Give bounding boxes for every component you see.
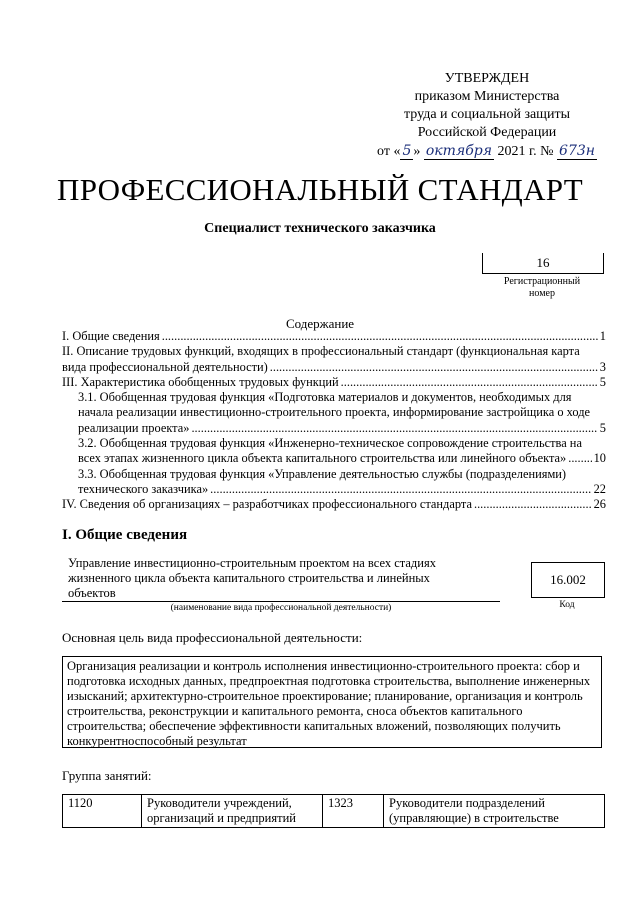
registration-label-2: номер [529, 288, 555, 299]
toc-item-text: всех этапах жизненного цикла объекта капитального строительства или линейного объекта» [78, 451, 567, 466]
toc-item[interactable] [62, 375, 606, 390]
toc-item-text: реализации проекта» [78, 420, 190, 435]
toc-item-text: начала реализации инвестиционно-строительного проекта, информирование застройщика о ходе [78, 405, 591, 420]
table-row [63, 795, 605, 828]
document-subtitle: Специалист технического заказчика [204, 221, 436, 236]
toc-item[interactable] [62, 344, 606, 375]
table-of-contents [62, 329, 606, 513]
registration-label-1: Регистрационный [503, 276, 581, 287]
date-day-close: » [413, 144, 421, 159]
registration-number-box: 16 [482, 253, 604, 274]
toc-item-text: 3.3. Обобщенная трудовая функция «Управление деятельностью службы (подразделениями) [78, 466, 567, 481]
occupations-table [62, 794, 605, 828]
document-title: ПРОФЕССИОНАЛЬНЫЙ СТАНДАРТ [57, 172, 583, 207]
toc-item-text: 3.1. Обобщенная трудовая функция «Подготовка материалов и документов, необходимых для [78, 390, 572, 405]
toc-item-page: 10 [593, 451, 606, 466]
activity-code-box: 16.002 [531, 562, 605, 598]
occupation-code: 1120 [63, 795, 142, 828]
toc-item-page: 1 [599, 329, 606, 343]
toc-item-text: I. Общие сведения [62, 329, 160, 343]
activity-code-caption: Код [559, 600, 575, 610]
toc-item[interactable] [62, 436, 606, 467]
contents-heading: Содержание [285, 316, 355, 331]
toc-item[interactable] [62, 390, 606, 436]
toc-item-text: технического заказчика» [78, 481, 209, 496]
toc-item-text: 3.2. Обобщенная трудовая функция «Инженерно-техническое сопровождение строительства на [78, 436, 582, 451]
activity-name: Управление инвестиционно-строительным проектом на всех стадиях жизненного цикла объекта капитального строительства и линейных объектов [68, 556, 436, 600]
occupation-code: 1323 [323, 795, 384, 828]
approval-line-3: труда и социальной защиты [404, 107, 570, 122]
toc-item-text: III. Характеристика обобщенных трудовых функций [62, 374, 339, 389]
goal-box: Организация реализации и контроль исполнения инвестиционно-строительного проекта: сбор и подготовка исходных данных, предпроектная подготовка строительства, выполнение инженерных изысканий; архитектурно-строительное проектирование; планирование, организация и контроль строительства, реконструкции и капитального ремонта, сноса объектов капитального строительства; обеспечение эффективности капитальных вложений, позволяющих получить конкурентноспособный результат [62, 656, 602, 748]
toc-item[interactable] [62, 467, 606, 498]
approval-line-4: Российской Федерации [417, 125, 557, 140]
toc-item-text: II. Описание трудовых функций, входящих в профессиональный стандарт (функциональная карта [62, 344, 580, 359]
section-heading: I. Общие сведения [62, 527, 188, 543]
date-prefix: от « [377, 144, 401, 159]
occupation-name: Руководители учреждений, организаций и предприятий [142, 795, 323, 828]
occupations-label: Группа занятий: [62, 768, 152, 783]
toc-item-page: 3 [599, 359, 606, 374]
toc-item-page: 5 [599, 420, 606, 435]
approval-line-1: УТВЕРЖДЕН [444, 71, 530, 86]
toc-item[interactable] [62, 329, 606, 344]
date-year: 2021 г. № [497, 144, 554, 159]
approval-block [372, 70, 602, 161]
toc-item-page: 26 [593, 497, 606, 512]
goal-label: Основная цель вида профессиональной деятельности: [62, 630, 363, 645]
toc-item-text: IV. Сведения об организациях – разработчиках профессионального стандарта [62, 497, 472, 512]
approval-line-2: приказом Министерства [414, 89, 560, 104]
registration-number-label [482, 276, 602, 300]
activity-caption: (наименование вида профессиональной деятельности) [170, 603, 392, 613]
handwritten-month: октября [425, 143, 492, 159]
handwritten-day: 5 [402, 143, 412, 159]
toc-item-text: вида профессиональной деятельности) [62, 359, 268, 374]
handwritten-order-number: 673н [559, 143, 595, 159]
toc-item-page: 22 [593, 481, 606, 496]
activity-underline [62, 601, 500, 602]
occupation-name: Руководители подразделений (управляющие) в строительстве [384, 795, 605, 828]
approval-date-line [372, 142, 602, 161]
toc-item[interactable] [62, 497, 606, 512]
toc-item-page: 5 [599, 374, 606, 389]
